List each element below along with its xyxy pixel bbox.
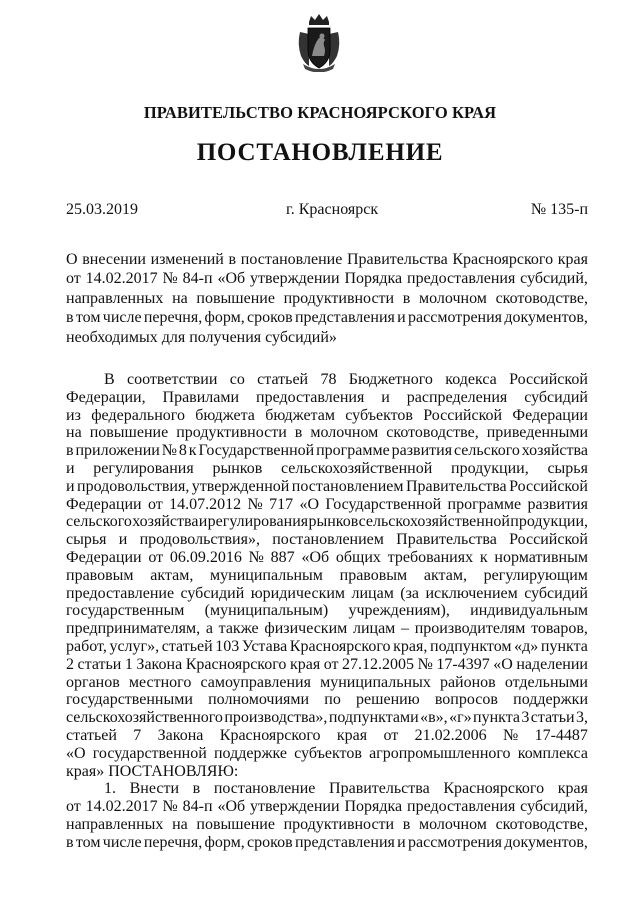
body-line: сельскохозяйственного производства», подпунктами «в», «г» пункта 3 статьи 3, xyxy=(66,709,588,727)
government-name: ПРАВИТЕЛЬСТВО КРАСНОЯРСКОГО КРАЯ xyxy=(143,103,497,122)
body-line: сырья и продовольствия», постановлением Правительства Российской xyxy=(66,531,588,549)
body-line: сельского хозяйства и регулирования рынков сельскохозяйственной продукции, xyxy=(66,513,588,531)
body-line: края» ПОСТАНОВЛЯЮ: xyxy=(66,762,239,780)
body-line: Федерации, Правилами предоставления и распределения субсидий xyxy=(66,388,588,406)
body-line: «О государственной поддержке субъектов агропромышленного комплекса xyxy=(66,744,588,762)
body-line: работ, услуг», статьей 103 Устава Красноярского края, подпунктом «д» пункта xyxy=(66,637,588,655)
body-line: и регулирования рынков сельскохозяйственной продукции, сырья xyxy=(66,459,588,477)
subject-line: О внесении изменений в постановление Правительства Красноярского края xyxy=(66,251,588,268)
document-body xyxy=(66,371,588,852)
body-line: 1. Внести в постановление Правительства Красноярского края xyxy=(104,780,588,798)
body-line: В соответствии со статьей 78 Бюджетного кодекса Российской xyxy=(104,371,588,388)
body-line: 2 статьи 1 Закона Красноярского края от 27.12.2005 № 17-4397 «О наделении xyxy=(66,655,588,673)
subject-line: от 14.02.2017 № 84-п «Об утверждении Порядка предоставления субсидий, xyxy=(66,270,588,288)
body-line: Федерации от 14.07.2012 № 717 «О Государственной программе развития xyxy=(66,495,588,513)
body-line: из федерального бюджета бюджетам субъектов Российской Федерации xyxy=(66,406,588,424)
subject-line: необходимых для получения субсидий» xyxy=(66,328,337,346)
document-city: г. Красноярск xyxy=(286,201,379,218)
krasnoyarsk-coat-of-arms-icon xyxy=(297,14,341,72)
body-line: в приложении № 8 к Государственной программе развития сельского хозяйства xyxy=(66,442,588,460)
document-date: 25.03.2019 xyxy=(66,201,138,218)
document-subject xyxy=(66,250,588,347)
body-line: государственным (муниципальным) учреждениям), индивидуальным xyxy=(66,602,588,620)
body-line: статьей 7 Закона Красноярского края от 21.02.2006 № 17-4487 xyxy=(66,726,588,744)
body-line: на повышение продуктивности в молочном скотоводстве, приведенными xyxy=(66,424,588,442)
body-line: в том числе перечня, форм, сроков представления и рассмотрения документов, xyxy=(66,833,588,851)
body-line: правовым актам, муниципальным правовым актам, регулирующим xyxy=(66,566,588,584)
subject-line: направленных на повышение продуктивности в молочном скотоводстве, xyxy=(66,289,588,307)
body-line: и продовольствия, утвержденной постановлением Правительства Российской xyxy=(66,477,588,495)
body-line: предпринимателям, а также физическим лицам – производителям товаров, xyxy=(66,620,588,638)
body-line: направленных на повышение продуктивности в молочном скотоводстве, xyxy=(66,815,588,833)
body-line: органов местного самоуправления муниципальных районов отдельными xyxy=(66,673,588,691)
document-type-title: ПОСТАНОВЛЕНИЕ xyxy=(196,139,444,166)
body-line: Федерации от 06.09.2016 № 887 «Об общих требованиях к нормативным xyxy=(66,548,588,566)
body-line: предоставление субсидий юридическим лицам (за исключением субсидий xyxy=(66,584,588,602)
body-line: от 14.02.2017 № 84-п «Об утверждении Порядка предоставления субсидий, xyxy=(66,798,588,816)
body-line: государственными полномочиями по решению вопросов поддержки xyxy=(66,691,588,709)
subject-line: в том числе перечня, форм, сроков представления и рассмотрения документов, xyxy=(66,309,588,327)
document-number: № 135-п xyxy=(530,201,588,218)
